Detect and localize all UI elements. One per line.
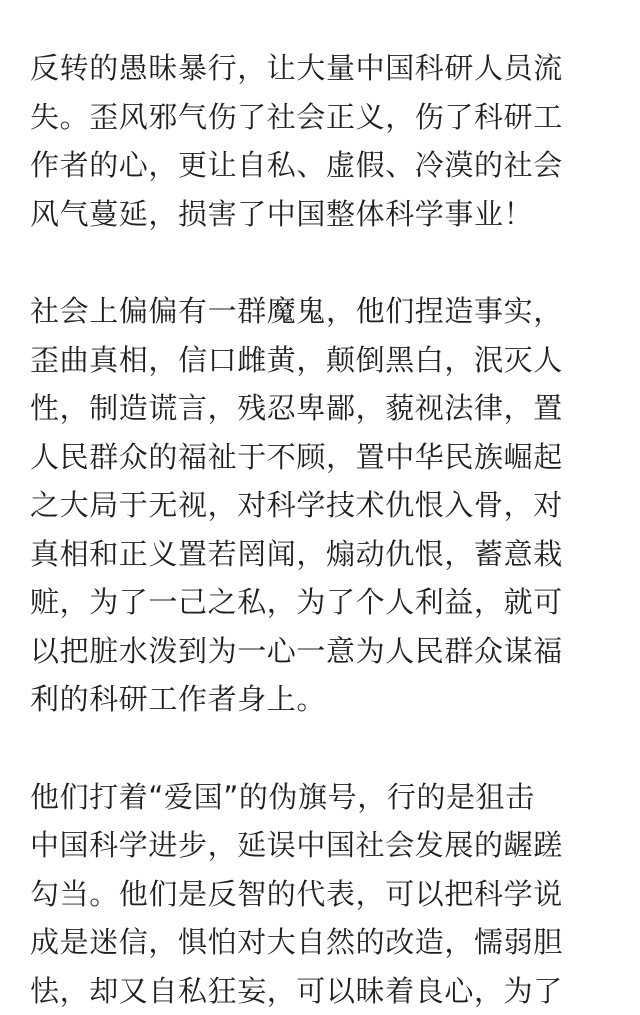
text-line: 怯，却又自私狂妄，可以昧着良心，为了	[30, 967, 620, 1015]
text-line: 反转的愚昧暴行，让大量中国科研人员流	[30, 44, 620, 93]
text-line: 失。歪风邪气伤了社会正义，伤了科研工	[30, 93, 620, 142]
text-line: 勾当。他们是反智的代表，可以把科学说	[30, 870, 620, 919]
text-line: 人民群众的福祉于不顾，置中华民族崛起	[30, 433, 620, 482]
paragraph-2	[30, 287, 620, 724]
text-line: 性，制造谎言，残忍卑鄙，藐视法律，置	[30, 384, 620, 433]
text-line: 之大局于无视，对科学技术仇恨入骨，对	[30, 481, 620, 530]
text-line: 中国科学进步，延误中国社会发展的龌蹉	[30, 821, 620, 870]
article-body	[30, 44, 620, 1015]
text-line: 真相和正义置若罔闻，煽动仇恨，蓄意栽	[30, 530, 620, 579]
paragraph-spacer	[30, 238, 620, 287]
paragraph-spacer	[30, 724, 620, 773]
text-line: 利的科研工作者身上。	[30, 675, 620, 724]
text-line: 他们打着“爱国”的伪旗号，行的是狙击	[30, 773, 620, 822]
text-line: 风气蔓延，损害了中国整体科学事业！	[30, 190, 620, 239]
paragraph-3	[30, 773, 620, 1015]
text-line: 成是迷信，惧怕对大自然的改造，懦弱胆	[30, 918, 620, 967]
text-line: 作者的心，更让自私、虚假、冷漠的社会	[30, 141, 620, 190]
text-line: 以把脏水泼到为一心一意为人民群众谋福	[30, 627, 620, 676]
paragraph-1	[30, 44, 620, 238]
text-line: 赃，为了一己之私，为了个人利益，就可	[30, 578, 620, 627]
text-line: 社会上偏偏有一群魔鬼，他们捏造事实，	[30, 287, 620, 336]
text-line: 歪曲真相，信口雌黄，颠倒黑白，泯灭人	[30, 336, 620, 385]
